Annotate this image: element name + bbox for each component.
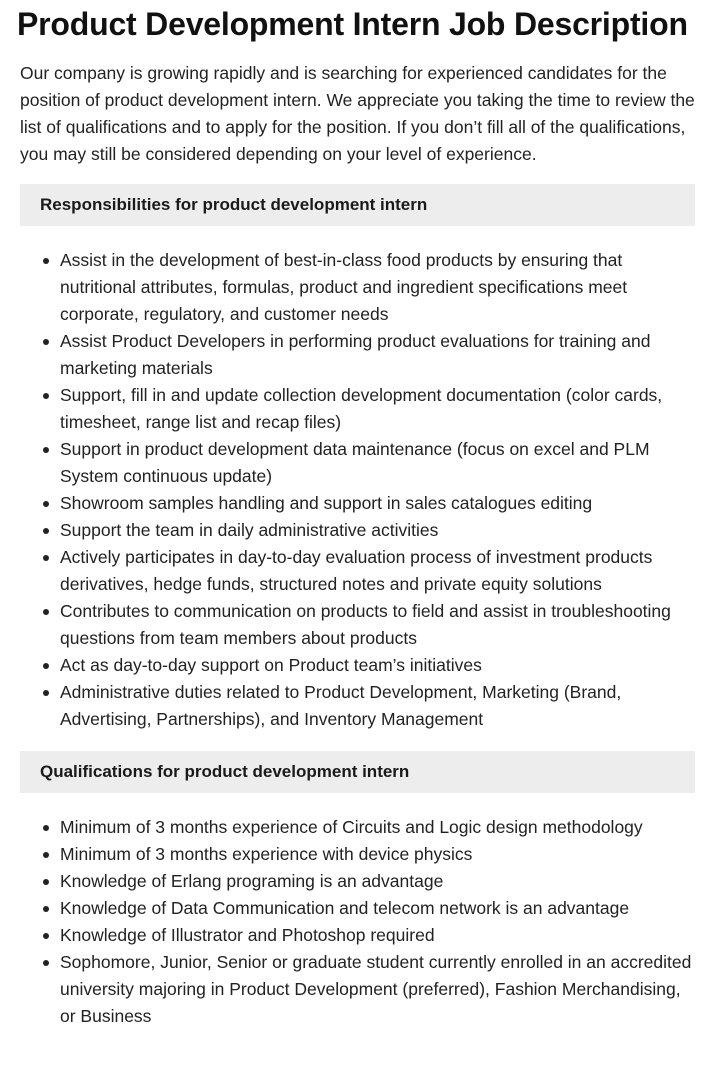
qualifications-list (20, 814, 700, 1030)
page-title: Product Development Intern Job Description (17, 6, 688, 42)
list-item: Administrative duties related to Product Development, Marketing (Brand, Advertising, Partnerships), and Inventory Management (60, 679, 700, 733)
list-item: Assist in the development of best-in-class food products by ensuring that nutritional attributes, formulas, product and ingredient specifications meet corporate, regulatory, and customer needs (60, 247, 700, 328)
list-item: Contributes to communication on products to field and assist in troubleshooting questions from team members about products (60, 598, 700, 652)
list-item: Assist Product Developers in performing product evaluations for training and marketing materials (60, 328, 700, 382)
list-item: Support the team in daily administrative activities (60, 517, 700, 544)
responsibilities-heading: Responsibilities for product development intern (40, 195, 428, 214)
list-item: Support in product development data maintenance (focus on excel and PLM System continuous update) (60, 436, 700, 490)
list-item: Knowledge of Illustrator and Photoshop required (60, 922, 700, 949)
qualifications-heading: Qualifications for product development intern (40, 762, 410, 781)
list-item: Support, fill in and update collection development documentation (color cards, timesheet, range list and recap files) (60, 382, 700, 436)
list-item: Act as day-to-day support on Product team’s initiatives (60, 652, 700, 679)
intro-paragraph: Our company is growing rapidly and is searching for experienced candidates for the position of product development intern. We appreciate you taking the time to review the list of qualifications and to apply for the position. If you don’t fill all of the qualifications, you may still be considered depending on your level of experience. (20, 63, 695, 164)
list-item: Sophomore, Junior, Senior or graduate student currently enrolled in an accredited university majoring in Product Development (preferred), Fashion Merchandising, or Business (60, 949, 700, 1030)
list-item: Minimum of 3 months experience with device physics (60, 841, 700, 868)
responsibilities-section-header (20, 184, 695, 226)
list-item: Knowledge of Data Communication and telecom network is an advantage (60, 895, 700, 922)
qualifications-section-header (20, 751, 695, 793)
list-item: Showroom samples handling and support in sales catalogues editing (60, 490, 700, 517)
list-item: Minimum of 3 months experience of Circuits and Logic design methodology (60, 814, 700, 841)
list-item: Actively participates in day-to-day evaluation process of investment products derivatives, hedge funds, structured notes and private equity solutions (60, 544, 700, 598)
responsibilities-list (20, 247, 700, 733)
list-item: Knowledge of Erlang programing is an advantage (60, 868, 700, 895)
